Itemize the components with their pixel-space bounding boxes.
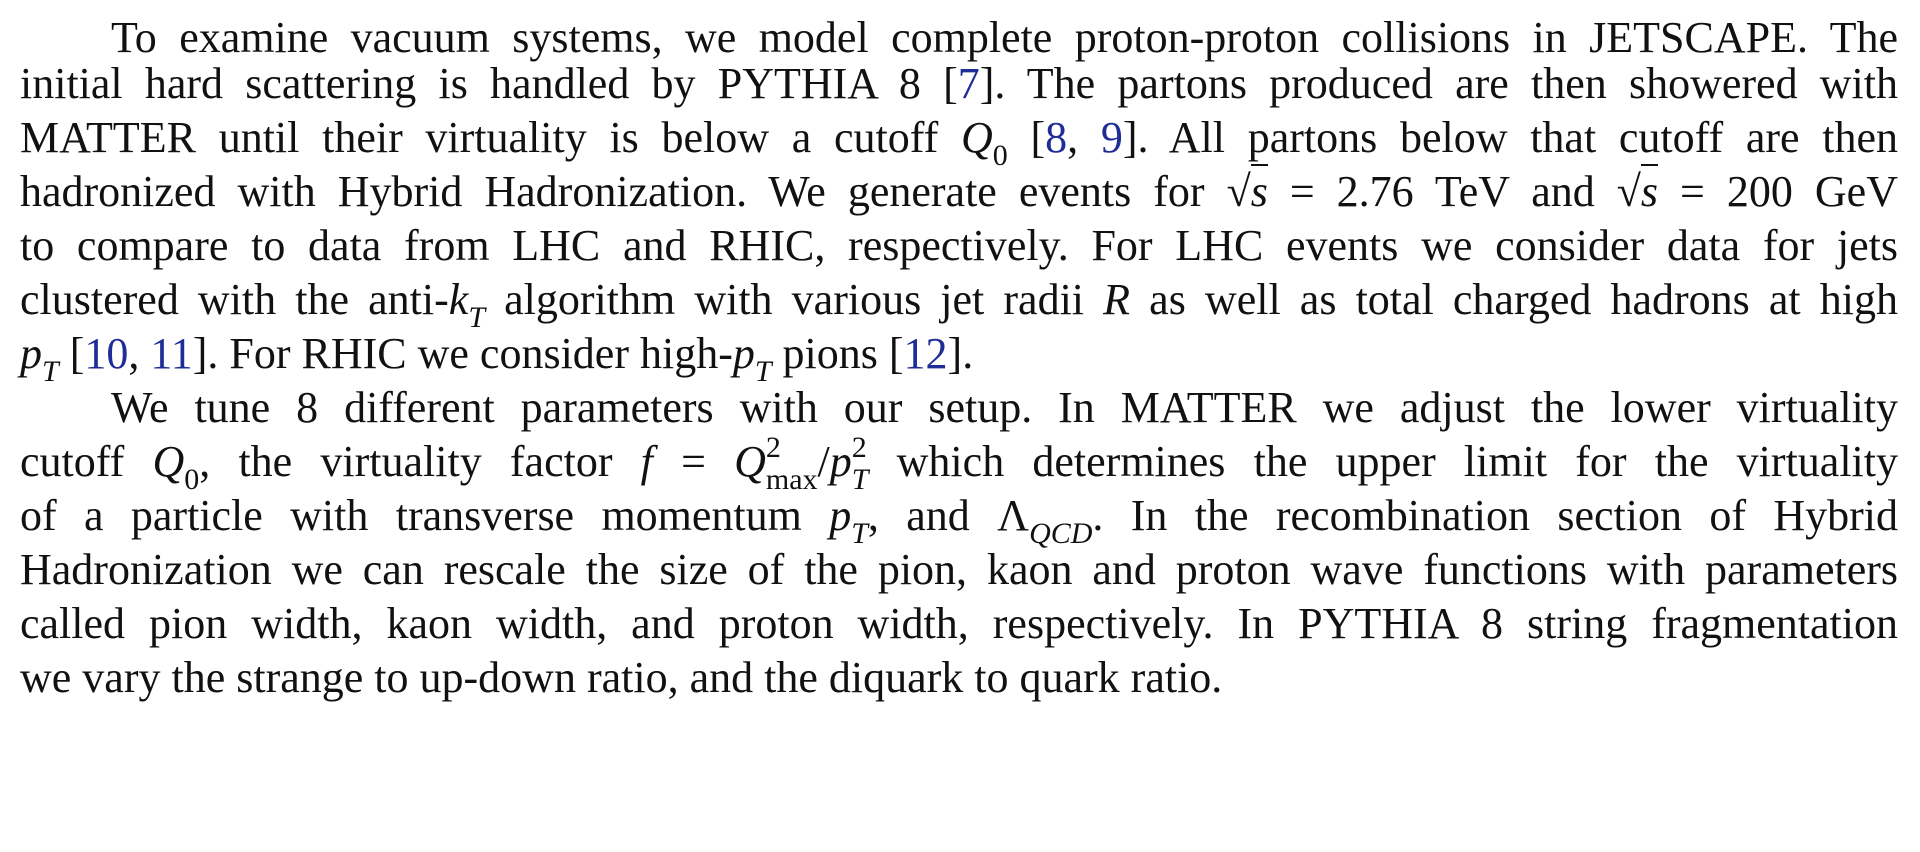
citation-link[interactable]: 10 bbox=[84, 329, 129, 378]
text-run: MATTER until their virtuality is below a cutoff bbox=[20, 113, 961, 162]
math-sqrt: √s bbox=[1227, 164, 1268, 216]
text-run: initial hard scattering is handled by PYTHIA 8 [ bbox=[20, 59, 958, 108]
math-symbol: f bbox=[640, 437, 653, 486]
math-sqrt: √s bbox=[1617, 164, 1658, 216]
text-line bbox=[20, 162, 1898, 222]
text-line bbox=[20, 486, 1898, 550]
math-symbol: $Q_0$ bbox=[960, 113, 1008, 172]
text-line bbox=[111, 378, 1898, 438]
text-run: To examine vacuum systems, we model complete proton-proton collisions in JETSCAPE. The bbox=[111, 13, 1898, 62]
text-run: , the virtuality factor bbox=[199, 437, 641, 486]
text-run: cutoff bbox=[20, 437, 153, 486]
text-run: Hadronization we can rescale the size of the pion, kaon and proton wave functions with parameters bbox=[20, 545, 1898, 594]
text-run: algorithm with various jet radii bbox=[485, 275, 1104, 324]
text-run: ]. All partons below that cutoff are then bbox=[1122, 113, 1899, 162]
text-run: [ bbox=[1007, 113, 1046, 162]
math-symbol: $Q_0$ bbox=[152, 437, 200, 496]
text-run: = bbox=[652, 437, 735, 486]
math-symbol: $p_T$ bbox=[20, 329, 59, 388]
citation-link[interactable]: 11 bbox=[150, 329, 193, 378]
text-run: as well as total charged hadrons at high bbox=[1130, 275, 1898, 324]
text-run: which determines the upper limit for the virtuality bbox=[868, 437, 1898, 486]
text-run: = 200 GeV bbox=[1658, 167, 1898, 216]
text-run: , bbox=[1067, 113, 1101, 162]
text-run: called pion width, kaon width, and proton width, respectively. In PYTHIA 8 string fragmentation bbox=[20, 599, 1898, 648]
text-line bbox=[20, 648, 1898, 708]
text-line bbox=[20, 270, 1898, 334]
math-symbol: $Q^2_{max}$ bbox=[734, 431, 818, 496]
text-run: we vary the strange to up-down ratio, and the diquark to quark ratio. bbox=[20, 653, 1223, 702]
text-line bbox=[20, 431, 1898, 496]
text-run: ]. For RHIC we consider high- bbox=[192, 329, 733, 378]
text-run: of a particle with transverse momentum bbox=[20, 491, 830, 540]
text-run: to compare to data from LHC and RHIC, respectively. For LHC events we consider data for jets bbox=[20, 221, 1898, 270]
citation-link[interactable]: 7 bbox=[957, 59, 980, 108]
math-symbol: R bbox=[1103, 275, 1131, 324]
text-run: [ bbox=[58, 329, 85, 378]
math-symbol: $p_T$ bbox=[732, 329, 772, 388]
math-symbol: $k_T$ bbox=[448, 275, 485, 334]
citation-link[interactable]: 12 bbox=[903, 329, 948, 378]
citation-link[interactable]: 9 bbox=[1100, 113, 1123, 162]
text-line bbox=[20, 108, 1899, 172]
text-run: hadronized with Hybrid Hadronization. We generate events for bbox=[20, 167, 1227, 216]
math-symbol: $p_T$ bbox=[829, 491, 868, 550]
text-run: ]. bbox=[947, 329, 974, 378]
text-line bbox=[20, 216, 1898, 276]
text-run: ]. The partons produced are then showered with bbox=[979, 59, 1898, 108]
text-run: = 2.76 TeV and bbox=[1267, 167, 1617, 216]
text-run: pions [ bbox=[771, 329, 904, 378]
text-run: , bbox=[128, 329, 151, 378]
text-run: / bbox=[817, 437, 830, 486]
text-run: We tune 8 different parameters with our setup. In MATTER we adjust the lower virtuality bbox=[111, 383, 1898, 432]
text-line bbox=[20, 540, 1898, 600]
text-line bbox=[20, 54, 1898, 114]
text-run: clustered with the anti- bbox=[20, 275, 449, 324]
math-symbol: $\Lambda_{QCD}$ bbox=[997, 491, 1093, 550]
math-symbol: $p^2_T$ bbox=[829, 431, 869, 496]
citation-link[interactable]: 8 bbox=[1045, 113, 1068, 162]
text-line bbox=[20, 594, 1898, 654]
text-run: , and bbox=[867, 491, 998, 540]
text-run: . In the recombination section of Hybrid bbox=[1092, 491, 1898, 540]
text-line bbox=[20, 324, 1898, 388]
